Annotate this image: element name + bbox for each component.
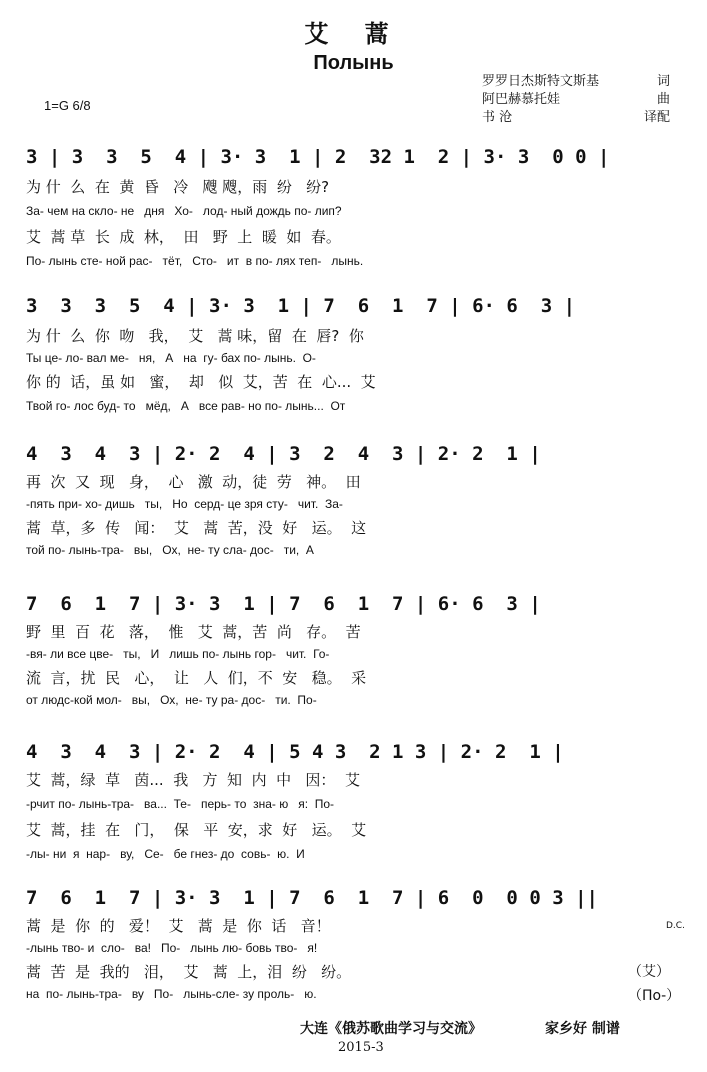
footer-date: 2015-3 xyxy=(338,1040,384,1055)
music-system-3 xyxy=(0,443,707,603)
notation-line: 7 6 1 7 | 3· 3 1 | 7 6 1 7 | 6 0 0 0 3 || xyxy=(26,887,598,909)
lyric-ru-verse1: -пять при- хо- дишь ты, Но серд- це зря сту- чит. За- xyxy=(26,497,343,511)
lyric-ru-verse1: -вя- ли все цве- ты, И лишь по- лынь гор- чит. Го- xyxy=(26,647,330,661)
notation-line: 3 | 3 3 5 4 | 3· 3 1 | 2 32 1 2 | 3· 3 0 0 | xyxy=(26,146,610,168)
notation-line: 4 3 4 3 | 2· 2 4 | 5 4 3 2 1 3 | 2· 2 1 | xyxy=(26,741,564,763)
credit-role: 曲 xyxy=(656,92,670,107)
lyric-ru-verse2: на по- лынь-тра- ву По- лынь-сле- зу проль- ю. xyxy=(26,987,317,1001)
lyric-ru-verse2: Твой го- лос буд- то мёд, А все рав- но по- лынь... От xyxy=(26,399,346,413)
music-system-1 xyxy=(0,146,707,306)
lyric-cn-verse2: 你 的 话，虽 如 蜜， 却 似 艾，苦 在 心... 艾 xyxy=(26,373,376,391)
credit-name: 书 沧 xyxy=(482,110,513,125)
lyric-cn-verse1: 再 次 又 现 身， 心 激 动，徒 劳 神。 田 xyxy=(26,473,361,491)
credit-role: 译配 xyxy=(643,110,670,125)
paren-cn: （艾） xyxy=(628,964,670,980)
lyric-ru-verse1: -лынь тво- и сло- ва! По- лынь лю- бовь тво- я! xyxy=(26,941,318,955)
credit-name: 罗罗日杰斯特文斯基 xyxy=(482,74,600,89)
lyric-cn-verse1: 为 什 么 在 黄 昏 冷 飕 飕，雨 纷 纷? xyxy=(26,178,330,196)
paren-ru: （По-） xyxy=(628,988,681,1004)
da-capo-mark: D.C. xyxy=(666,921,685,931)
lyric-cn-verse2: 流 言，扰 民 心， 让 人 们，不 安 稳。 采 xyxy=(26,669,367,687)
lyric-ru-verse2: от людс-кой мол- вы, Ох, не- ту ра- дос- ти. По- xyxy=(26,693,317,707)
music-system-5 xyxy=(0,741,707,901)
lyric-cn-verse2: 蒿 草，多 传 闻： 艾 蒿 苦，没 好 运。 这 xyxy=(26,519,367,537)
notation-line: 4 3 4 3 | 2· 2 4 | 3 2 4 3 | 2· 2 1 | xyxy=(26,443,541,465)
lyric-cn-verse1: 蒿 是 你 的 爱！ 艾 蒿 是 你 话 音！ xyxy=(26,917,331,935)
footer-source: 大连《俄苏歌曲学习与交流》 xyxy=(300,1021,482,1037)
credit-translator xyxy=(482,106,682,125)
notation-line: 3 3 3 5 4 | 3· 3 1 | 7 6 1 7 | 6· 6 3 | xyxy=(26,295,576,317)
lyric-ru-verse2: По- лынь сте- ной рас- тёт, Сто- ит в по- лях теп- лынь. xyxy=(26,254,364,268)
lyric-cn-verse1: 艾 蒿，绿 草 茵... 我 方 知 内 中 因： 艾 xyxy=(26,771,360,789)
lyric-ru-verse2: той по- лынь-тра- вы, Ох, не- ту сла- дос- ти, А xyxy=(26,543,314,557)
song-title: 艾 蒿 xyxy=(304,20,403,48)
notation-line: 7 6 1 7 | 3· 3 1 | 7 6 1 7 | 6· 6 3 | xyxy=(26,593,541,615)
lyric-cn-verse2: 艾 蒿 草 长 成 林， 田 野 上 暖 如 春。 xyxy=(26,228,341,246)
lyric-ru-verse1: За- чем на скло- не дня Хо- лод- ный дождь по- лип? xyxy=(26,204,342,218)
key-signature: 1=G 6/8 xyxy=(44,98,91,113)
music-system-2 xyxy=(0,295,707,455)
lyric-ru-verse1: Ты це- ло- вал ме- ня, А на гу- бах по- лынь. О- xyxy=(26,351,316,365)
song-subtitle: Полынь xyxy=(313,52,394,74)
lyric-ru-verse1: -рчит по- лынь-тра- ва... Те- перь- то зна- ю я: По- xyxy=(26,797,335,811)
music-system-4 xyxy=(0,593,707,753)
lyric-cn-verse2: 蒿 苦 是 我的 泪， 艾 蒿 上，泪 纷 纷。 xyxy=(26,963,352,981)
credit-lyricist xyxy=(482,70,682,89)
credit-name: 阿巴赫慕托娃 xyxy=(482,92,561,107)
footer-maker: 家乡好 制谱 xyxy=(545,1021,620,1037)
lyric-cn-verse1: 野 里 百 花 落， 惟 艾 蒿，苦 尚 存。 苦 xyxy=(26,623,361,641)
lyric-cn-verse2: 艾 蒿，挂 在 门， 保 平 安，求 好 运。 艾 xyxy=(26,821,367,839)
credit-composer xyxy=(482,88,682,107)
credit-role: 词 xyxy=(656,74,670,89)
lyric-cn-verse1: 为 什 么 你 吻 我， 艾 蒿 味，留 在 唇? 你 xyxy=(26,327,364,345)
lyric-ru-verse2: -лы- ни я нар- ву, Се- бе гнез- до совь- ю. И xyxy=(26,847,305,861)
